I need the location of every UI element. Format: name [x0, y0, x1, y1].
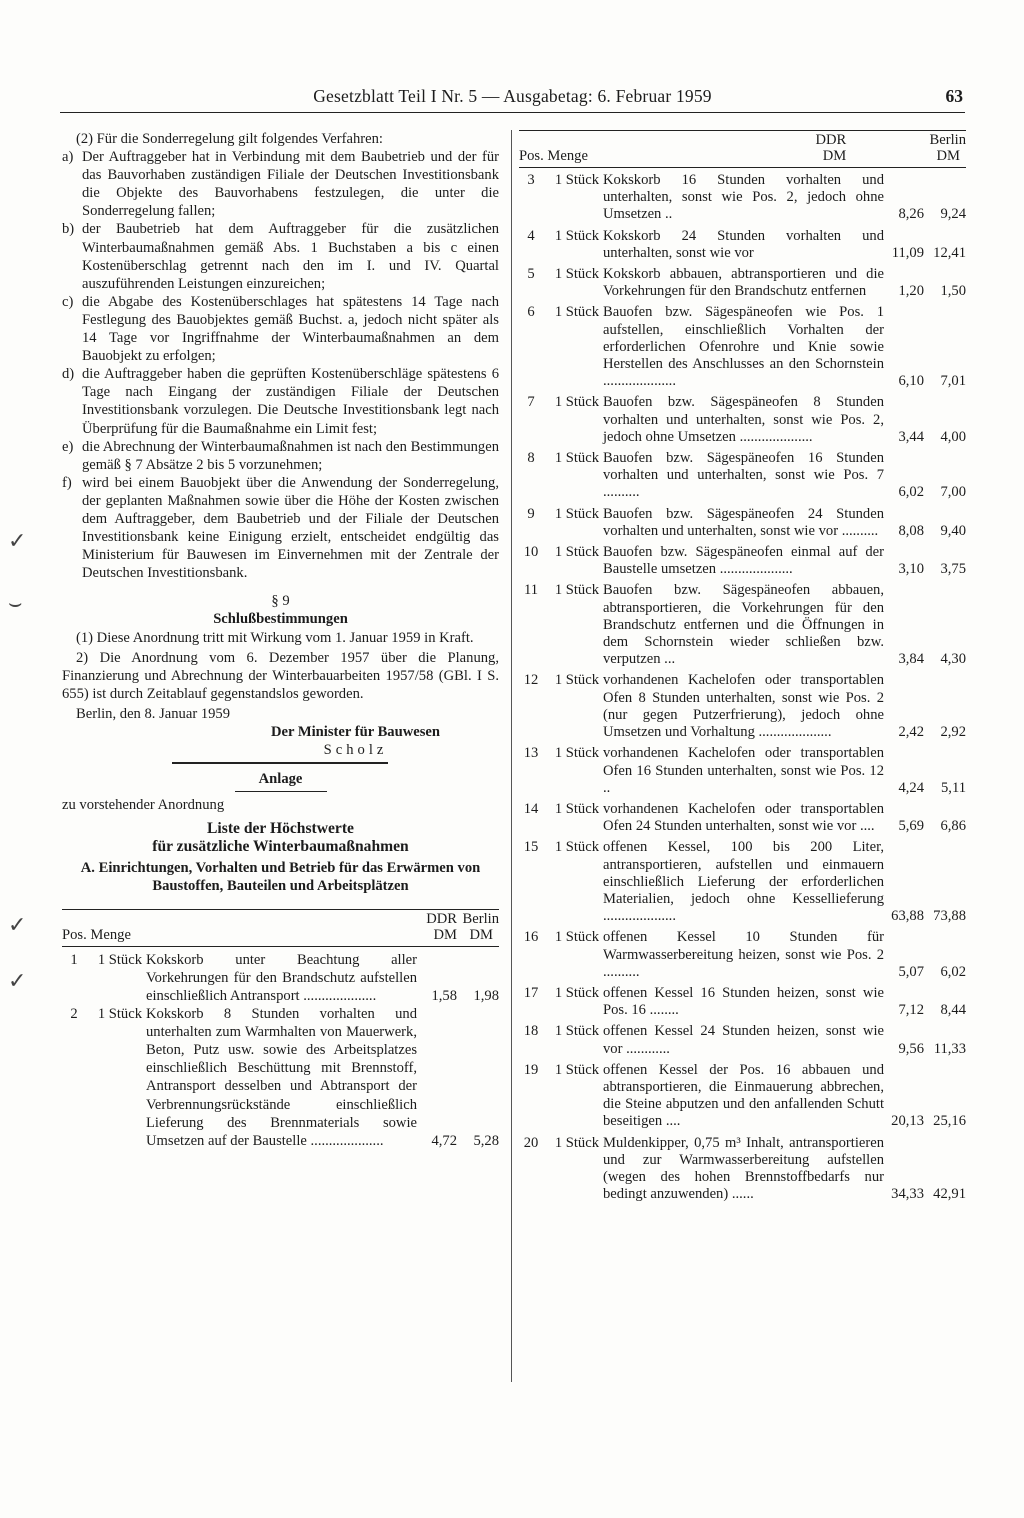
table-row	[519, 390, 966, 446]
annex-rule	[235, 791, 327, 793]
item-text: die Abgabe des Kostenüberschlages hat spätestens 14 Tage nach Festlegung des Bauobjektes gemäß Buchst. a, jedoch nicht später als 14 Tage vor Ingriffnahme der Winterbaumaßnahmen an dem Bauobjekt zu erfolgen;	[82, 293, 499, 365]
row-ddr: 3,44	[898, 428, 924, 445]
signature-rule	[172, 762, 388, 764]
menge-header: Menge	[547, 148, 588, 164]
row-menge: 1 Stück	[554, 929, 599, 946]
row-pos: 18	[523, 1023, 539, 1040]
table-row	[519, 578, 966, 668]
margin-mark: ✓	[8, 968, 27, 993]
item-label: d)	[62, 366, 75, 383]
row-text: offenen Kessel 10 Stunden für Warmwasserbereitung heizen, sonst wie Pos. 2 ..........	[603, 929, 884, 980]
table-row	[519, 1019, 966, 1057]
row-menge: 1 Stück	[554, 266, 599, 283]
row-text: offenen Kessel, 100 bis 200 Liter, antransportieren, aufstellen und einmauern einschließlich Lieferung der erforderlichen Materialien, jedoch ohne Kessellieferung ....................	[603, 839, 884, 925]
procedure-item-d	[62, 365, 499, 437]
row-menge: 1 Stück	[554, 984, 599, 1001]
row-text: vorhandenen Kachelofen oder transportablen Ofen 8 Stunden unterhalten, sonst wie Pos. 2 (nur gegen Putzerfrierung), jedoch ohne Umsetzen und Vorhaltung ....................	[603, 672, 884, 741]
row-pos: 5	[527, 266, 535, 283]
row-pos: 8	[527, 450, 535, 467]
margin-mark: ✓	[8, 528, 27, 553]
item-text: die Abrechnung der Winterbaumaßnahmen ist nach den Bestimmungen gemäß § 7 Absätze 2 bis 5 vorzunehmen;	[82, 438, 499, 473]
row-menge: 1 Stück	[554, 672, 599, 689]
pos-menge-header	[519, 131, 745, 168]
row-text: Muldenkipper, 0,75 m³ Inhalt, antransportieren und zur Warmwasserbereitung aufstellen (wegen des hohen Brennstoffbedarfs nur bedingt anzuwenden) ......	[603, 1134, 884, 1203]
procedure-intro: (2) Für die Sonderregelung gilt folgendes Verfahren:	[76, 131, 383, 147]
row-ddr: 1,20	[898, 283, 924, 300]
row-ddr: 5,07	[898, 963, 924, 980]
page-header	[60, 86, 965, 113]
item-label: b)	[62, 221, 75, 238]
table-header-row	[519, 131, 966, 168]
row-text: Kokskorb 8 Stunden vorhalten und unterhalten zum Warmhalten von Mauerwerk, Beton, Putz usw. sowie des Arbeitsplatzes einschließlich Beschüttung mit Brennstoff, Antransport desselben und Abtransport der Verbrennungsrückstände einschließlich Lieferung des Brennmaterials sowie Umsetzen auf der Baustelle ....................	[146, 1006, 417, 1149]
row-pos: 6	[527, 304, 535, 321]
row-pos: 1	[70, 951, 78, 968]
row-text: offenen Kessel 24 Stunden heizen, sonst wie vor ............	[603, 1023, 884, 1057]
row-text: offenen Kessel 16 Stunden heizen, sonst wie Pos. 16 ........	[603, 984, 884, 1019]
signer-name: Scholz	[323, 742, 388, 759]
final-para-2: 2) Die Anordnung vom 6. Dezember 1957 über die Planung, Finanzierung und Abrechnung der Winterbauarbeiten 1957/58 (GBl. I S. 655) ist durch Zeitablauf gegenstandslos geworden.	[62, 649, 499, 702]
row-pos: 14	[523, 800, 539, 817]
row-menge: 1 Stück	[554, 227, 599, 244]
row-ddr: 34,33	[891, 1186, 924, 1203]
ddr-header: DDR DM	[745, 131, 846, 168]
item-label: a)	[62, 149, 74, 166]
row-berlin: 6,02	[940, 963, 966, 980]
row-menge: 1 Stück	[554, 582, 599, 599]
row-ddr: 3,10	[898, 561, 924, 578]
table-row	[519, 224, 966, 262]
row-menge: 1 Stück	[97, 1006, 142, 1023]
table-row	[519, 668, 966, 741]
row-ddr: 8,26	[898, 206, 924, 223]
procedure-item-a	[62, 148, 499, 220]
table-row	[519, 262, 966, 300]
row-berlin: 9,24	[940, 206, 966, 223]
cost-table-left	[62, 909, 499, 1150]
item-text: die Auftraggeber haben die geprüften Kostenüberschläge spätestens 6 Tage nach Eingang der zuständigen Filiale der Deutschen Investitionsbank vorzulegen. Die Deutsche Investitionsbank legt nach Überprüfung für die Baumaßnahme ein Limit fest;	[82, 366, 499, 437]
row-ddr: 3,84	[898, 651, 924, 668]
pos-menge-header	[62, 909, 146, 946]
row-pos: 2	[70, 1006, 78, 1023]
row-menge: 1 Stück	[554, 1061, 599, 1078]
row-pos: 7	[527, 394, 535, 411]
ddr-header: DDR DM	[417, 909, 457, 946]
row-ddr: 8,08	[898, 522, 924, 539]
row-ddr: 9,56	[898, 1040, 924, 1057]
section-title: Schlußbestimmungen	[213, 611, 348, 628]
row-ddr: 63,88	[891, 908, 924, 925]
row-pos: 4	[527, 227, 535, 244]
row-text: Kokskorb 24 Stunden vorhalten und unterhalten, sonst wie vor	[603, 227, 884, 261]
item-label: e)	[62, 438, 74, 455]
row-menge: 1 Stück	[554, 172, 599, 188]
section-a-heading: A. Einrichtungen, Vorhalten und Betrieb für das Erwärmen von Baustoffen, Bauteilen und Arbeitsplätzen	[80, 859, 481, 894]
row-pos: 12	[523, 672, 539, 689]
row-menge: 1 Stück	[554, 1134, 599, 1151]
row-ddr: 6,02	[898, 484, 924, 501]
row-berlin: 8,44	[940, 1002, 966, 1019]
table-row	[519, 797, 966, 835]
procedure-list	[62, 148, 499, 582]
section-number: § 9	[271, 593, 290, 610]
annex-title: Anlage	[258, 770, 303, 787]
row-ddr: 4,24	[898, 779, 924, 796]
margin-mark: ✓	[8, 912, 27, 937]
row-menge: 1 Stück	[97, 951, 142, 968]
row-berlin: 12,41	[933, 244, 966, 261]
date-line: Berlin, den 8. Januar 1959	[76, 705, 231, 722]
row-text: Bauofen bzw. Sägespäneofen einmal auf der Baustelle umsetzen ....................	[603, 544, 884, 578]
row-pos: 17	[523, 984, 539, 1001]
row-pos: 16	[523, 929, 539, 946]
row-ddr: 4,72	[431, 1132, 457, 1149]
row-text: Bauofen bzw. Sägespäneofen 16 Stunden vorhalten und unterhalten, sonst wie Pos. 7 ..........	[603, 450, 884, 501]
pos-header: Pos.	[519, 148, 544, 164]
item-label: c)	[62, 293, 74, 310]
right-column	[519, 130, 966, 1203]
row-pos: 11	[523, 582, 539, 599]
row-menge: 1 Stück	[554, 450, 599, 467]
row-ddr: 7,12	[898, 1002, 924, 1019]
row-text: Bauofen bzw. Sägespäneofen wie Pos. 1 aufstellen, einschließlich Vorhalten der erforderlichen Ofenrohre und Knie sowie Herstellen des Anschlusses an den Schornstein ....................	[603, 304, 884, 390]
row-berlin: 1,98	[473, 987, 499, 1004]
gazette-title: Gesetzblatt Teil I Nr. 5 — Ausgabetag: 6. Februar 1959	[313, 86, 712, 106]
table-row	[62, 946, 499, 1005]
procedure-item-e	[62, 438, 499, 474]
row-text: vorhandenen Kachelofen oder transportablen Ofen 24 Stunden unterhalten, sonst wie vor ....	[603, 800, 884, 835]
table-row	[519, 446, 966, 502]
row-pos: 13	[523, 745, 539, 762]
list-title-2: für zusätzliche Winterbaumaßnahmen	[152, 838, 409, 856]
row-berlin: 9,40	[940, 522, 966, 539]
row-berlin: 2,92	[940, 724, 966, 741]
row-text: Kokskorb abbauen, abtransportieren und die Vorkehrungen für den Brandschutz entfernen	[603, 266, 884, 300]
item-text: wird bei einem Bauobjekt über die Anwendung der Sonderregelung, der geplanten Maßnahmen sowie über die Höhe der Kosten zwischen dem Auftraggeber, dem Baubetrieb und der Filiale der Deutschen Investitionsbank keine Einigung erzielt, entscheidet endgültig das Ministerium für Bauwesen im Einvernehmen mit der Zentrale der Deutschen Investitionsbank.	[82, 474, 499, 582]
row-berlin: 73,88	[933, 908, 966, 925]
row-menge: 1 Stück	[554, 304, 599, 321]
row-menge: 1 Stück	[554, 505, 599, 522]
item-label: f)	[62, 474, 72, 491]
right-rows	[519, 172, 966, 1203]
procedure-item-b	[62, 220, 499, 292]
row-menge: 1 Stück	[554, 839, 599, 856]
table-row	[519, 300, 966, 390]
row-ddr: 6,10	[898, 373, 924, 390]
row-pos: 20	[523, 1134, 539, 1151]
row-text: Bauofen bzw. Sägespäneofen 24 Stunden vorhalten und unterhalten, sonst wie vor ..........	[603, 505, 884, 539]
row-pos: 9	[527, 505, 535, 522]
row-menge: 1 Stück	[554, 544, 599, 561]
table-row	[519, 835, 966, 925]
row-berlin: 4,30	[940, 651, 966, 668]
row-ddr: 20,13	[891, 1113, 924, 1130]
signer-title: Der Minister für Bauwesen	[270, 724, 441, 740]
procedure-item-c	[62, 293, 499, 365]
table-header-row	[62, 909, 499, 946]
table-row	[62, 1005, 499, 1150]
cost-table-right	[519, 130, 966, 168]
row-menge: 1 Stück	[554, 394, 599, 411]
row-text: Kokskorb unter Beachtung aller Vorkehrungen für den Brandschutz aufstellen einschließlich Antransport ....................	[146, 951, 417, 1004]
row-pos: 3	[527, 172, 535, 188]
row-berlin: 3,75	[940, 561, 966, 578]
table-row	[519, 1131, 966, 1204]
row-ddr: 11,09	[891, 244, 924, 261]
menge-header: Menge	[90, 926, 131, 943]
row-text: Bauofen bzw. Sägespäneofen abbauen, abtransportieren, die Vorkehrungen für den Brandschutz entfernen und die Öffnungen in dem Schornstein wieder schließen bzw. verputzen ...	[603, 582, 884, 668]
row-pos: 10	[523, 544, 539, 561]
row-berlin: 7,01	[940, 373, 966, 390]
row-ddr: 5,69	[898, 818, 924, 835]
margin-mark: ⌣	[8, 590, 23, 615]
list-title-1: Liste der Höchstwerte	[207, 820, 354, 838]
row-berlin: 11,33	[933, 1040, 966, 1057]
row-pos: 19	[523, 1061, 539, 1078]
row-menge: 1 Stück	[554, 800, 599, 817]
berlin-header: Berlin DM	[846, 131, 966, 168]
row-berlin: 7,00	[940, 484, 966, 501]
item-text: der Baubetrieb hat dem Auftraggeber für die zusätzlichen Winterbaumaßnahmen gemäß Abs. 1 Buchstaben a bis c einen Kostenüberschlag getrennt nach den im I. und IV. Quartal auszuführenden Leistungen einzureichen;	[82, 221, 499, 292]
row-menge: 1 Stück	[554, 1023, 599, 1040]
row-ddr: 1,58	[431, 987, 457, 1004]
table-row	[519, 540, 966, 578]
row-menge: 1 Stück	[554, 745, 599, 762]
row-berlin: 5,11	[941, 779, 966, 796]
final-para-1: (1) Diese Anordnung tritt mit Wirkung vom 1. Januar 1959 in Kraft.	[76, 629, 474, 646]
berlin-header: Berlin DM	[457, 909, 499, 946]
table-row	[519, 1058, 966, 1131]
row-berlin: 42,91	[933, 1186, 966, 1203]
left-column	[62, 130, 499, 1150]
row-berlin: 1,50	[940, 283, 966, 300]
page-number: 63	[945, 86, 963, 106]
row-berlin: 4,00	[940, 428, 966, 445]
row-ddr: 2,42	[898, 724, 924, 741]
table-row	[519, 502, 966, 540]
pos-header: Pos.	[62, 926, 87, 943]
table-row	[519, 172, 966, 224]
item-text: Der Auftraggeber hat in Verbindung mit dem Baubetrieb und der für das Bauvorhaben zuständigen Filiale der Deutschen Investitionsbank die Objekte des Bauvorhabens festzulegen, die unter die Sonderregelung fallen;	[82, 149, 499, 220]
row-text: vorhandenen Kachelofen oder transportablen Ofen 16 Stunden unterhalten, sonst wie Pos. 12 ..	[603, 745, 884, 796]
table-row	[519, 925, 966, 981]
row-pos: 15	[523, 839, 539, 856]
procedure-item-f	[62, 474, 499, 583]
row-berlin: 25,16	[933, 1113, 966, 1130]
table-row	[519, 981, 966, 1019]
row-berlin: 5,28	[473, 1132, 499, 1149]
column-divider	[511, 130, 512, 1382]
row-text: Bauofen bzw. Sägespäneofen 8 Stunden vorhalten und unterhalten, sonst wie Pos. 2, jedoch ohne Umsetzen ....................	[603, 394, 884, 445]
row-berlin: 6,86	[940, 818, 966, 835]
row-text: Kokskorb 16 Stunden vorhalten und unterhalten, sonst wie Pos. 2, jedoch ohne Umsetzen ..	[603, 172, 884, 223]
cost-table-right-body	[519, 172, 966, 1203]
table-row	[519, 741, 966, 797]
annex-subtitle: zu vorstehender Anordnung	[62, 797, 225, 814]
row-text: offenen Kessel der Pos. 16 abbauen und abtransportieren, die Einmauerung abbrechen, die Steine abputzen und den anfallenden Schutt beseitigen ....	[603, 1061, 884, 1130]
